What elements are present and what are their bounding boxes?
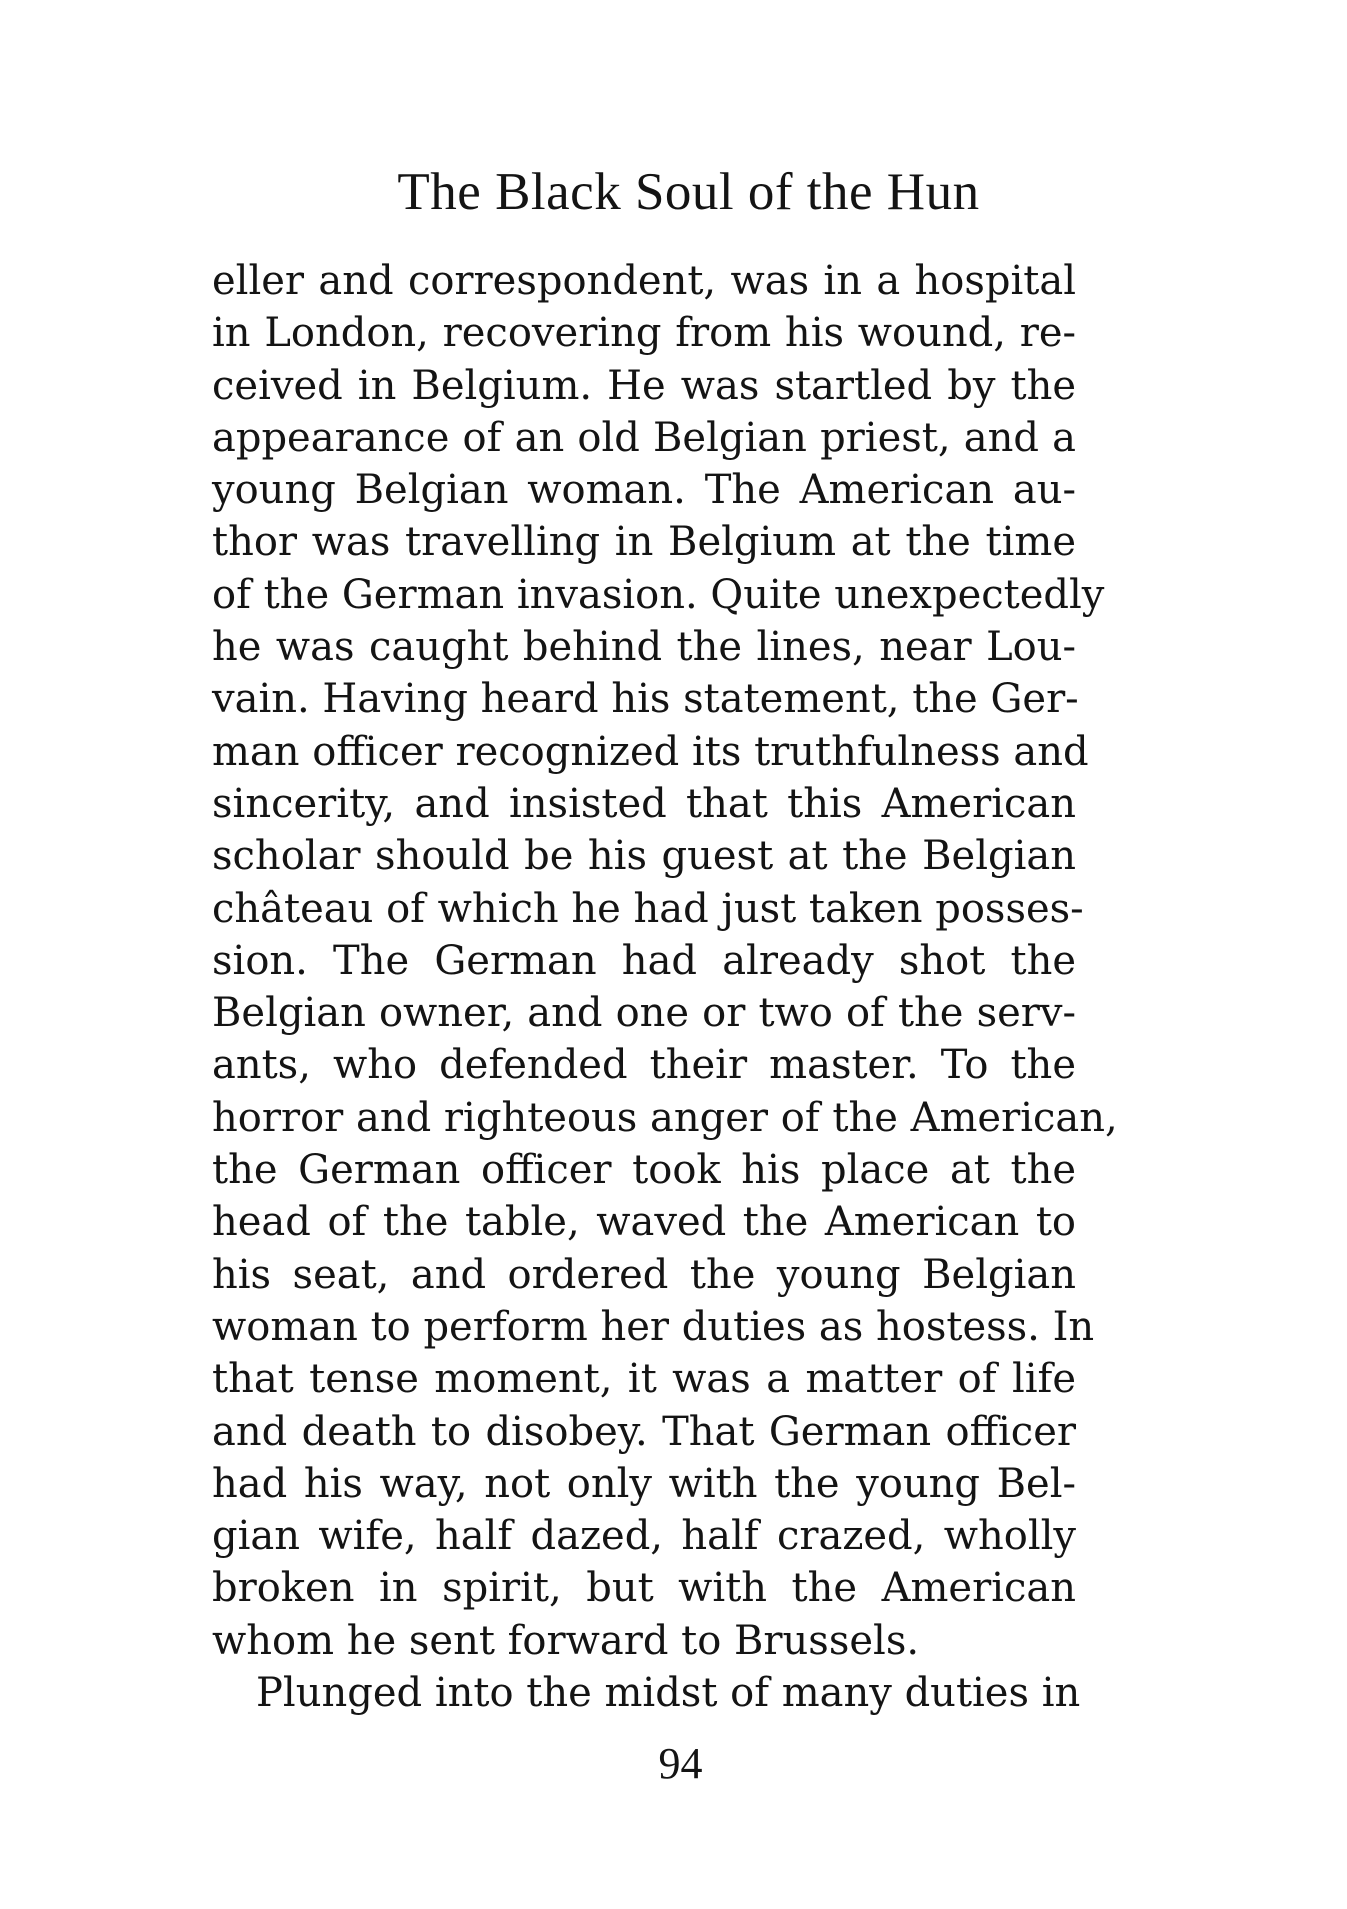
text-line: broken in spirit, but with the American [212, 1565, 1076, 1612]
text-line: sincerity, and insisted that this American [212, 780, 1076, 827]
text-line: the German officer took his place at the [212, 1147, 1076, 1194]
text-line: in London, recovering from his wound, re- [212, 310, 1076, 357]
text-line: château of which he had just taken posses- [212, 885, 1084, 932]
text-line: his seat, and ordered the young Belgian [212, 1251, 1076, 1298]
text-line: vain. Having heard his statement, the Ger- [212, 676, 1079, 723]
text-line: eller and correspondent, was in a hospital [212, 258, 1076, 304]
text-line: and death to disobey. That German officer [212, 1408, 1076, 1455]
text-line: thor was travelling in Belgium at the time [212, 519, 1076, 566]
text-line: man officer recognized its truthfulness and [212, 728, 1089, 775]
body-text [212, 255, 1118, 1719]
text-line: Belgian owner, and one or two of the serv- [212, 990, 1076, 1037]
page-number: 94 [658, 1739, 703, 1788]
text-line: young Belgian woman. The American au- [212, 467, 1076, 514]
text-line: sion. The German had already shot the [212, 937, 1076, 984]
text-line: that tense moment, it was a matter of life [212, 1356, 1076, 1403]
text-line: ants, who defended their master. To the [212, 1042, 1076, 1089]
paragraph-start-line: Plunged into the midst of many duties in [256, 1670, 1081, 1717]
text-line: appearance of an old Belgian priest, and a [212, 414, 1076, 461]
text-line: head of the table, waved the American to [212, 1199, 1076, 1246]
text-line: had his way, not only with the young Bel- [212, 1460, 1076, 1507]
paragraph-end-line: whom he sent forward to Brussels. [212, 1617, 920, 1664]
text-line: woman to perform her duties as hostess. In [212, 1303, 1095, 1350]
text-line: scholar should be his guest at the Belgian [212, 833, 1076, 880]
text-line: he was caught behind the lines, near Lou- [212, 624, 1076, 671]
text-line: ceived in Belgium. He was startled by the [212, 362, 1076, 409]
text-line: horror and righteous anger of the American, [212, 1094, 1118, 1141]
text-line: of the German invasion. Quite unexpectedly [212, 571, 1105, 618]
text-line: gian wife, half dazed, half crazed, wholly [212, 1513, 1076, 1560]
running-title: The Black Soul of the Hun [397, 163, 980, 221]
